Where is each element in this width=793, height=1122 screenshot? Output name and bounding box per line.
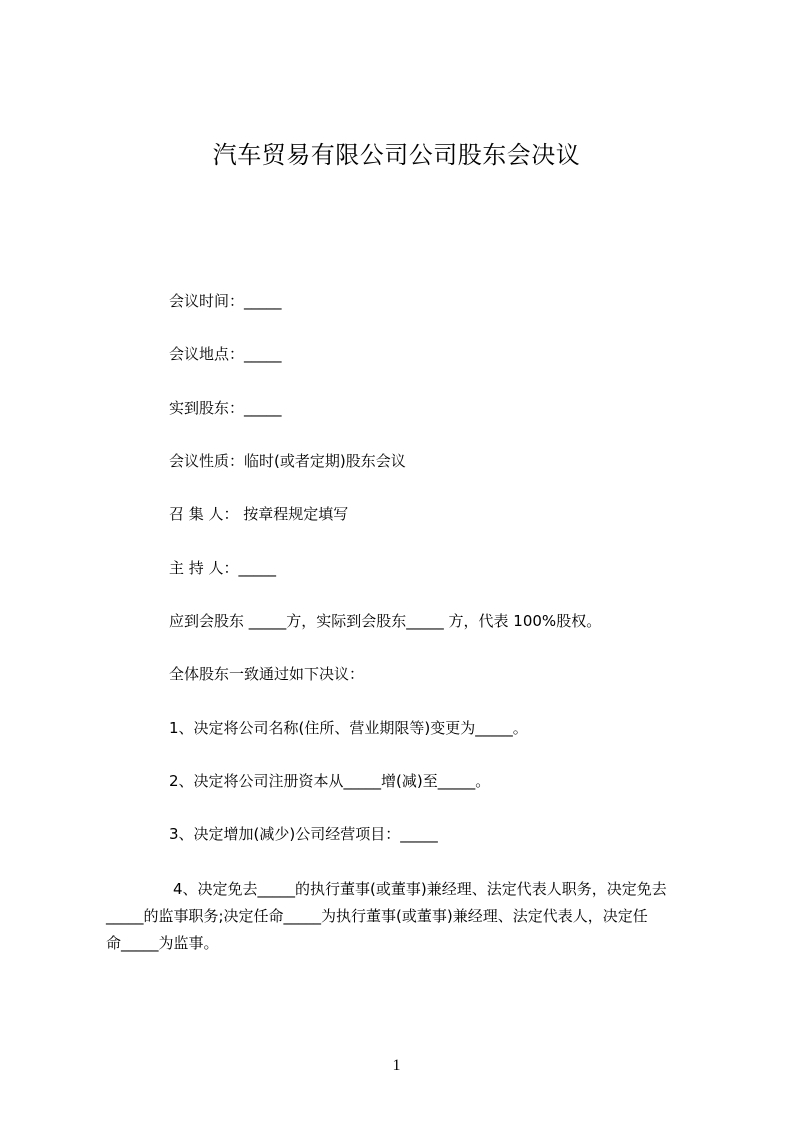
resolution-item-4-line-1: 4、决定免去_____的执行董事(或董事)兼经理、法定代表人职务，决定免去 — [173, 880, 667, 898]
resolution-item-4-line-3: 命_____为监事。 — [106, 934, 219, 952]
attendance-statement: 应到会股东 _____方，实际到会股东_____ 方，代表 100%股权。 — [169, 612, 602, 630]
meeting-time-field: 会议时间：_____ — [169, 292, 282, 310]
resolution-item-4 — [106, 876, 702, 957]
resolution-item-1: 1、决定将公司名称(住所、营业期限等)变更为_____。 — [169, 719, 528, 737]
convener-field: 召 集 人： 按章程规定填写 — [169, 505, 349, 523]
meeting-place-field: 会议地点：_____ — [169, 345, 282, 363]
resolution-intro: 全体股东一致通过如下决议： — [169, 665, 365, 683]
document-title: 汽车贸易有限公司公司股东会决议 — [212, 141, 581, 169]
resolution-item-3: 3、决定增加(减少)公司经营项目：_____ — [169, 825, 438, 843]
resolution-item-2: 2、决定将公司注册资本从_____增(减)至_____。 — [169, 772, 491, 790]
resolution-item-4-line-2: _____的监事职务;决定任命_____为执行董事(或董事)兼经理、法定代表人，决定任 — [106, 907, 648, 925]
page-number: 1 — [392, 1057, 401, 1074]
attending-shareholders-field: 实到股东：_____ — [169, 399, 282, 417]
meeting-nature-field: 会议性质：临时(或者定期)股东会议 — [169, 452, 406, 470]
host-field: 主 持 人：_____ — [169, 559, 277, 577]
